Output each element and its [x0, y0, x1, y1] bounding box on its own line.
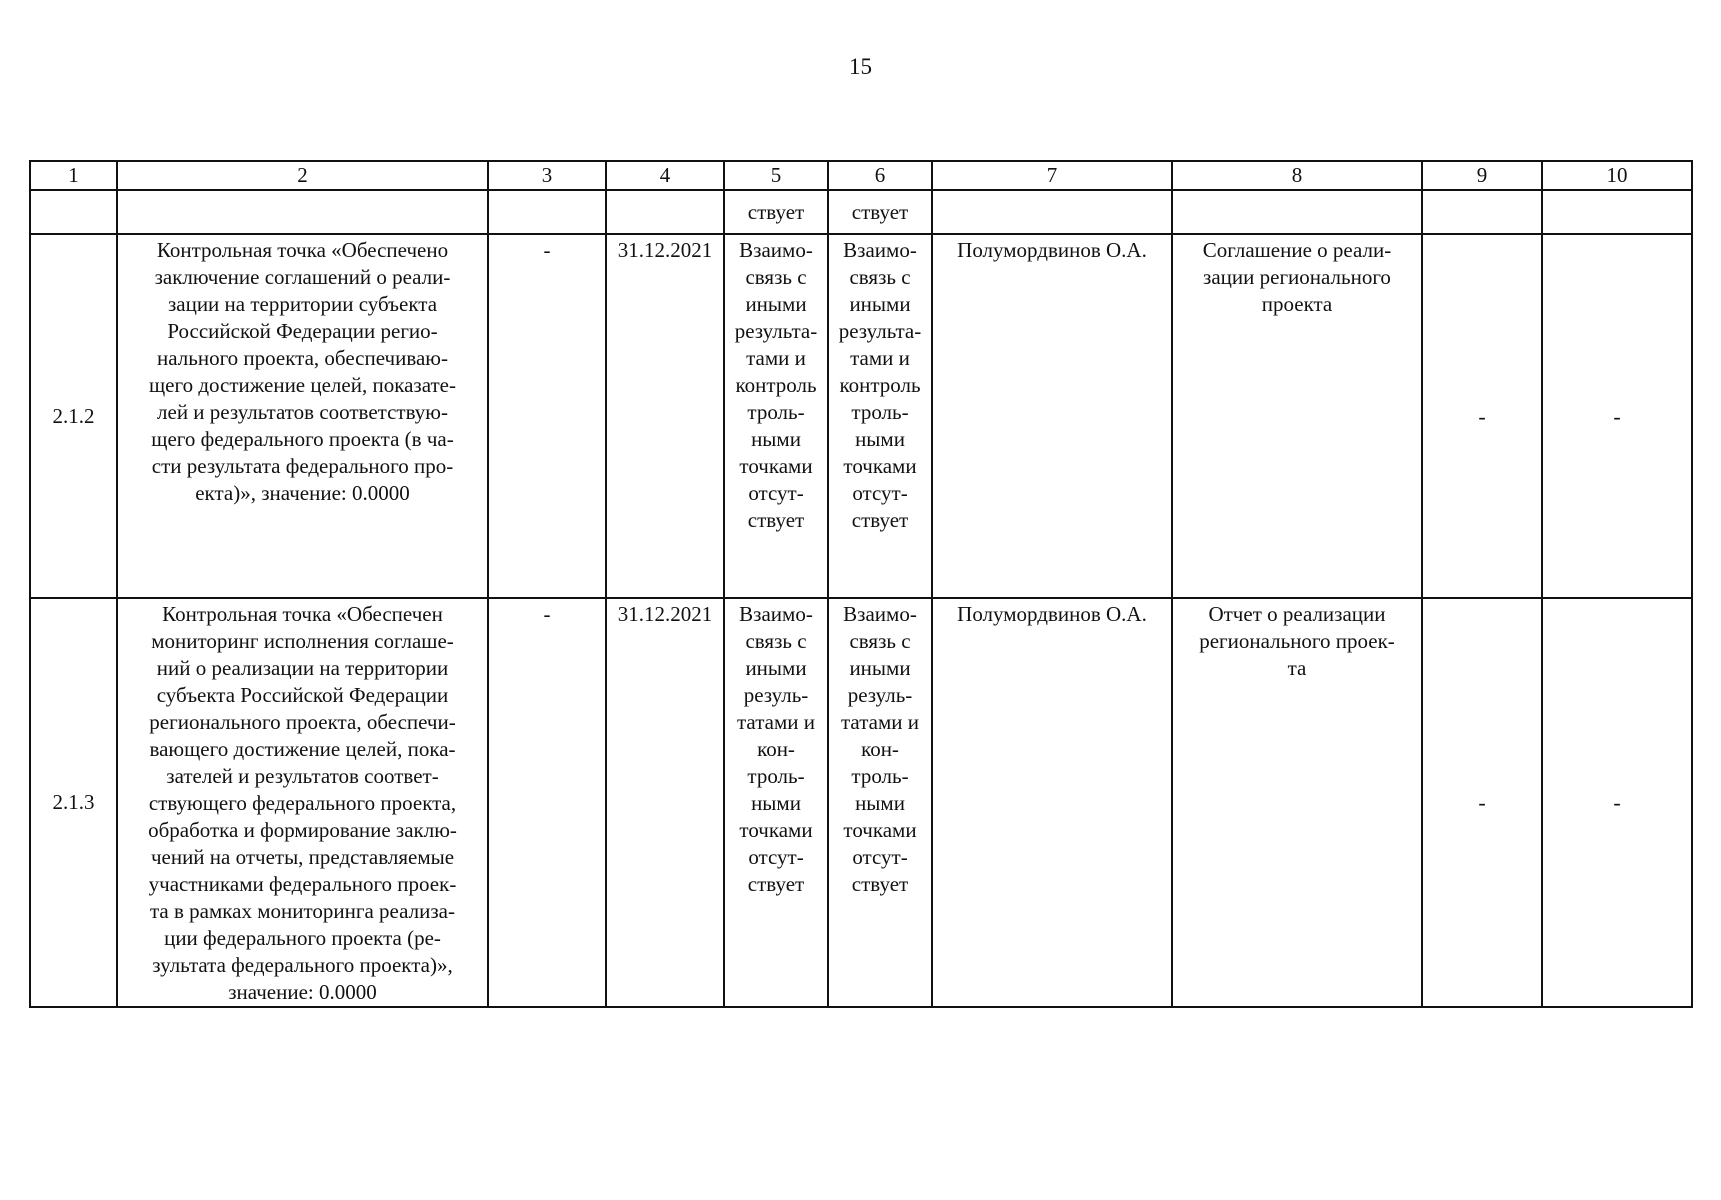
- result-document: Соглашение о реали- зации регионального проекта: [1172, 234, 1422, 598]
- column-number: 5: [724, 161, 828, 190]
- col9-value: -: [1422, 234, 1542, 598]
- empty-cell: [30, 190, 117, 234]
- empty-cell: [488, 190, 606, 234]
- result-document: Отчет о реализации регионального проек- та: [1172, 598, 1422, 1007]
- col10-value: -: [1542, 598, 1692, 1007]
- row-number: 2.1.3: [30, 598, 117, 1007]
- column-number: 2: [117, 161, 488, 190]
- col10-value: -: [1542, 234, 1692, 598]
- empty-cell: [1542, 190, 1692, 234]
- successor-link: Взаимо- связь с иными резуль- татами и кон- троль- ными точками отсут- ствует: [828, 598, 932, 1007]
- plan-table: [29, 160, 1693, 1008]
- column-number: 6: [828, 161, 932, 190]
- empty-cell: [1422, 190, 1542, 234]
- base-value: -: [488, 598, 606, 1007]
- deadline-date: 31.12.2021: [606, 598, 724, 1007]
- empty-cell: [1172, 190, 1422, 234]
- empty-cell: [606, 190, 724, 234]
- column-number: 7: [932, 161, 1172, 190]
- control-point-description: Контрольная точка «Обеспечен мониторинг исполнения соглаше- ний о реализации на территории субъекта Российской Федерации регионального проекта, обеспечи- вающего достижение целей, пока- зателей и результатов соответ- ствующего федерального проекта, обработка и формирование заклю- чений на отчеты, представляемые участниками федерального проек- та в рамках мониторинга реализа- ции федерального проекта (ре- зультата федерального проекта)», значение: 0.0000: [117, 598, 488, 1007]
- page-number: 15: [849, 54, 872, 79]
- col9-value: -: [1422, 598, 1542, 1007]
- column-number: 10: [1542, 161, 1692, 190]
- control-point-description: Контрольная точка «Обеспечено заключение соглашений о реали- зации на территории субъекта Российской Федерации регио- нального проекта, обеспечиваю- щего достижение целей, показате- лей и результатов соответствую- щего федерального проекта (в ча- сти результата федерального про- екта)», значение: 0.0000: [117, 234, 488, 598]
- continuation-row: [30, 190, 1692, 234]
- column-number: 9: [1422, 161, 1542, 190]
- predecessor-link: Взаимо- связь с иными резуль- татами и кон- троль- ными точками отсут- ствует: [724, 598, 828, 1007]
- successor-link: Взаимо- связь с иными результа- тами и контроль троль- ными точками отсут- ствует: [828, 234, 932, 598]
- continuation-text: ствует: [724, 190, 828, 234]
- column-number: 1: [30, 161, 117, 190]
- empty-cell: [117, 190, 488, 234]
- column-number: 3: [488, 161, 606, 190]
- table-row: [30, 234, 1692, 598]
- row-number: 2.1.2: [30, 234, 117, 598]
- responsible-person: Полумордвинов О.А.: [932, 598, 1172, 1007]
- column-number: 4: [606, 161, 724, 190]
- continuation-text: ствует: [828, 190, 932, 234]
- empty-cell: [932, 190, 1172, 234]
- base-value: -: [488, 234, 606, 598]
- deadline-date: 31.12.2021: [606, 234, 724, 598]
- column-number: 8: [1172, 161, 1422, 190]
- table-row: [30, 598, 1692, 1007]
- predecessor-link: Взаимо- связь с иными результа- тами и контроль троль- ными точками отсут- ствует: [724, 234, 828, 598]
- responsible-person: Полумордвинов О.А.: [932, 234, 1172, 598]
- column-number-row: [30, 161, 1692, 190]
